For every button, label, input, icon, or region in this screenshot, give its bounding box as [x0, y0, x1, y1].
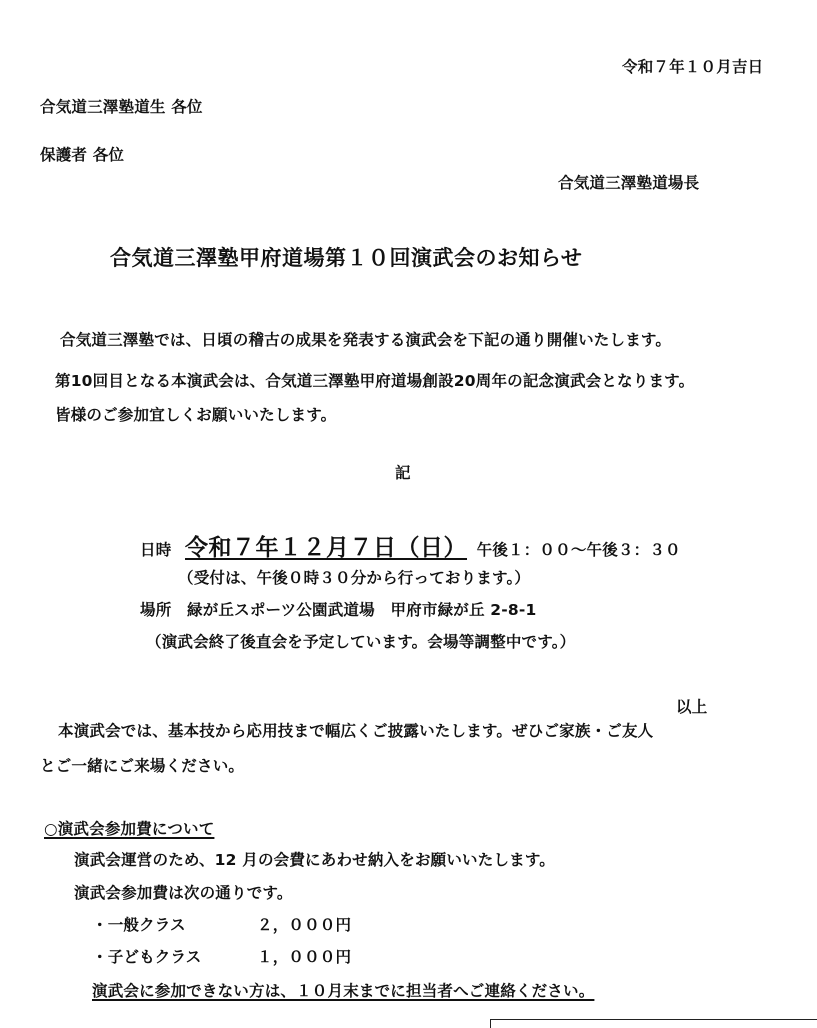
place-label: 場所: [140, 601, 172, 619]
place-row: [140, 600, 537, 620]
event-time: 午後１：００～午後３：３０: [476, 541, 681, 559]
datetime-row: [140, 533, 681, 565]
addressee-students: 合気道三澤塾道生 各位: [40, 98, 203, 116]
intro-line-1: 合気道三澤塾では、日頃の稽古の成果を発表する演武会を下記の通り開催いたします。: [60, 331, 672, 349]
ijou-mark: 以上: [676, 698, 708, 716]
place-value: 緑が丘スポーツ公園武道場 甲府市緑が丘 2-8-1: [187, 601, 537, 619]
fee-item-label: ・一般クラス: [92, 916, 186, 934]
sender: 合気道三澤塾道場長: [558, 174, 700, 192]
fee-line-2: 演武会参加費は次の通りです。: [74, 884, 293, 902]
fee-item-price: ２，０００円: [257, 916, 352, 934]
intro-line-3: 皆様のご参加宜しくお願いいたします。: [55, 406, 337, 424]
fee-line-1: 演武会運営のため、12 月の会費にあわせ納入をお願いいたします。: [74, 851, 556, 869]
document-date: 令和７年１０月吉日: [622, 58, 764, 76]
fee-item-price: １，０００円: [257, 948, 352, 966]
fee-notice: 演武会に参加できない方は、１０月末までに担当者へご連絡ください。: [92, 982, 595, 1000]
fee-item-children: [92, 947, 351, 967]
ki-heading: 記: [395, 464, 411, 482]
event-date: 令和７年１２月７日（日）: [185, 535, 468, 561]
page-title: 合気道三澤塾甲府道場第１０回演武会のお知らせ: [110, 246, 583, 270]
datetime-label: 日時: [140, 541, 172, 559]
intro-line-2: 第10回目となる本演武会は、合気道三澤塾甲府道場創設20周年の記念演武会となります。: [55, 372, 695, 390]
party-note: （演武会終了後直会を予定しています。会場等調整中です。）: [146, 633, 576, 651]
fee-heading: ○演武会参加費について: [44, 820, 215, 838]
closing-line-1: 本演武会では、基本技から応用技まで幅広くご披露いたします。ぜひご家族・ご友人: [58, 722, 654, 740]
closing-line-2: とご一緒にご来場ください。: [40, 757, 245, 775]
fee-item-general: [92, 915, 351, 935]
addressee-guardians: 保護者 各位: [40, 146, 125, 164]
reception-note: （受付は、午後０時３０分から行っております。）: [178, 569, 531, 587]
fee-item-label: ・子どもクラス: [92, 948, 202, 966]
